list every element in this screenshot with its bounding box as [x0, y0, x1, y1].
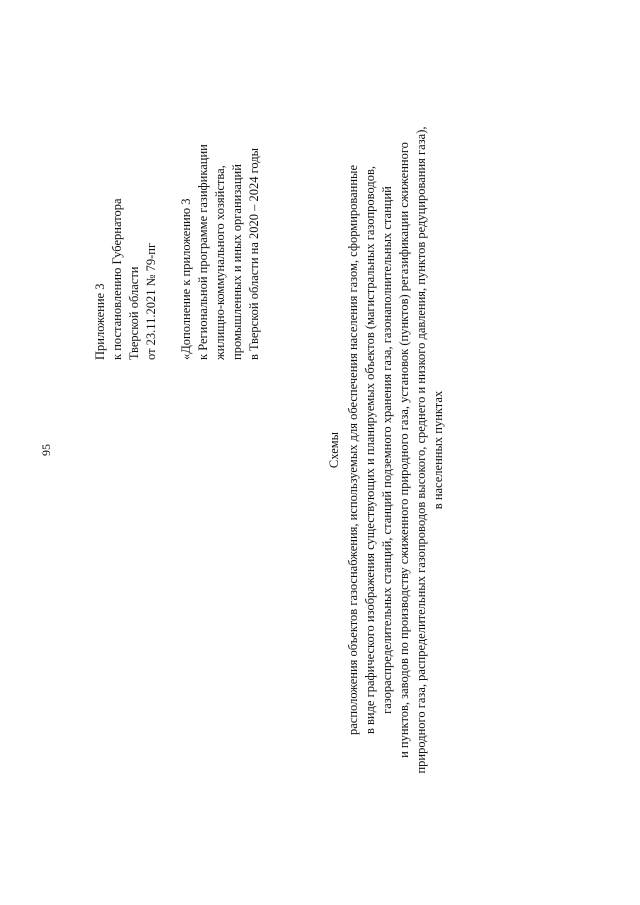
schemes-line: и пунктов, заводов по производству сжиженного природного газа, установок (пунктов) регазификации сжиженного [397, 142, 411, 758]
appendix-line: Приложение 3 [93, 283, 107, 360]
schemes-line: расположения объектов газоснабжения, используемых для обеспечения населения газом, сформированные [346, 164, 360, 736]
addition-line: в Тверской области на 2020 – 2024 годы [247, 147, 261, 360]
schemes-line: газораспределительных станций, станций подземного хранения газа, газонаполнительных станций [380, 186, 394, 714]
addition-line: к Региональной программе газификации [196, 144, 210, 360]
schemes-line: в населенных пунктах [431, 390, 445, 510]
appendix-line: от 23.11.2021 № 79-пг [144, 242, 158, 360]
page-number: 95 [39, 444, 53, 456]
addition-line: «Дополнение к приложению 3 [179, 198, 193, 360]
addition-header [178, 30, 263, 360]
schemes-line: в виде графического изображения существующих и планируемых объектов (магистральных газопроводов, [363, 165, 377, 735]
appendix-line: к постановлению Губернатора [110, 198, 124, 360]
schemes-line: природного газа, распределительных газопроводов высокого, среднего и низкого давления, пунктов редуцирования газа), [414, 126, 428, 774]
schemes-title: Схемы [327, 431, 341, 469]
appendix-header [92, 120, 160, 360]
addition-line: промышленных и иных организаций [230, 164, 244, 360]
schemes-section [326, 55, 447, 845]
appendix-line: Тверской области [127, 266, 141, 360]
addition-line: жилищно-коммунального хозяйства, [213, 165, 227, 360]
